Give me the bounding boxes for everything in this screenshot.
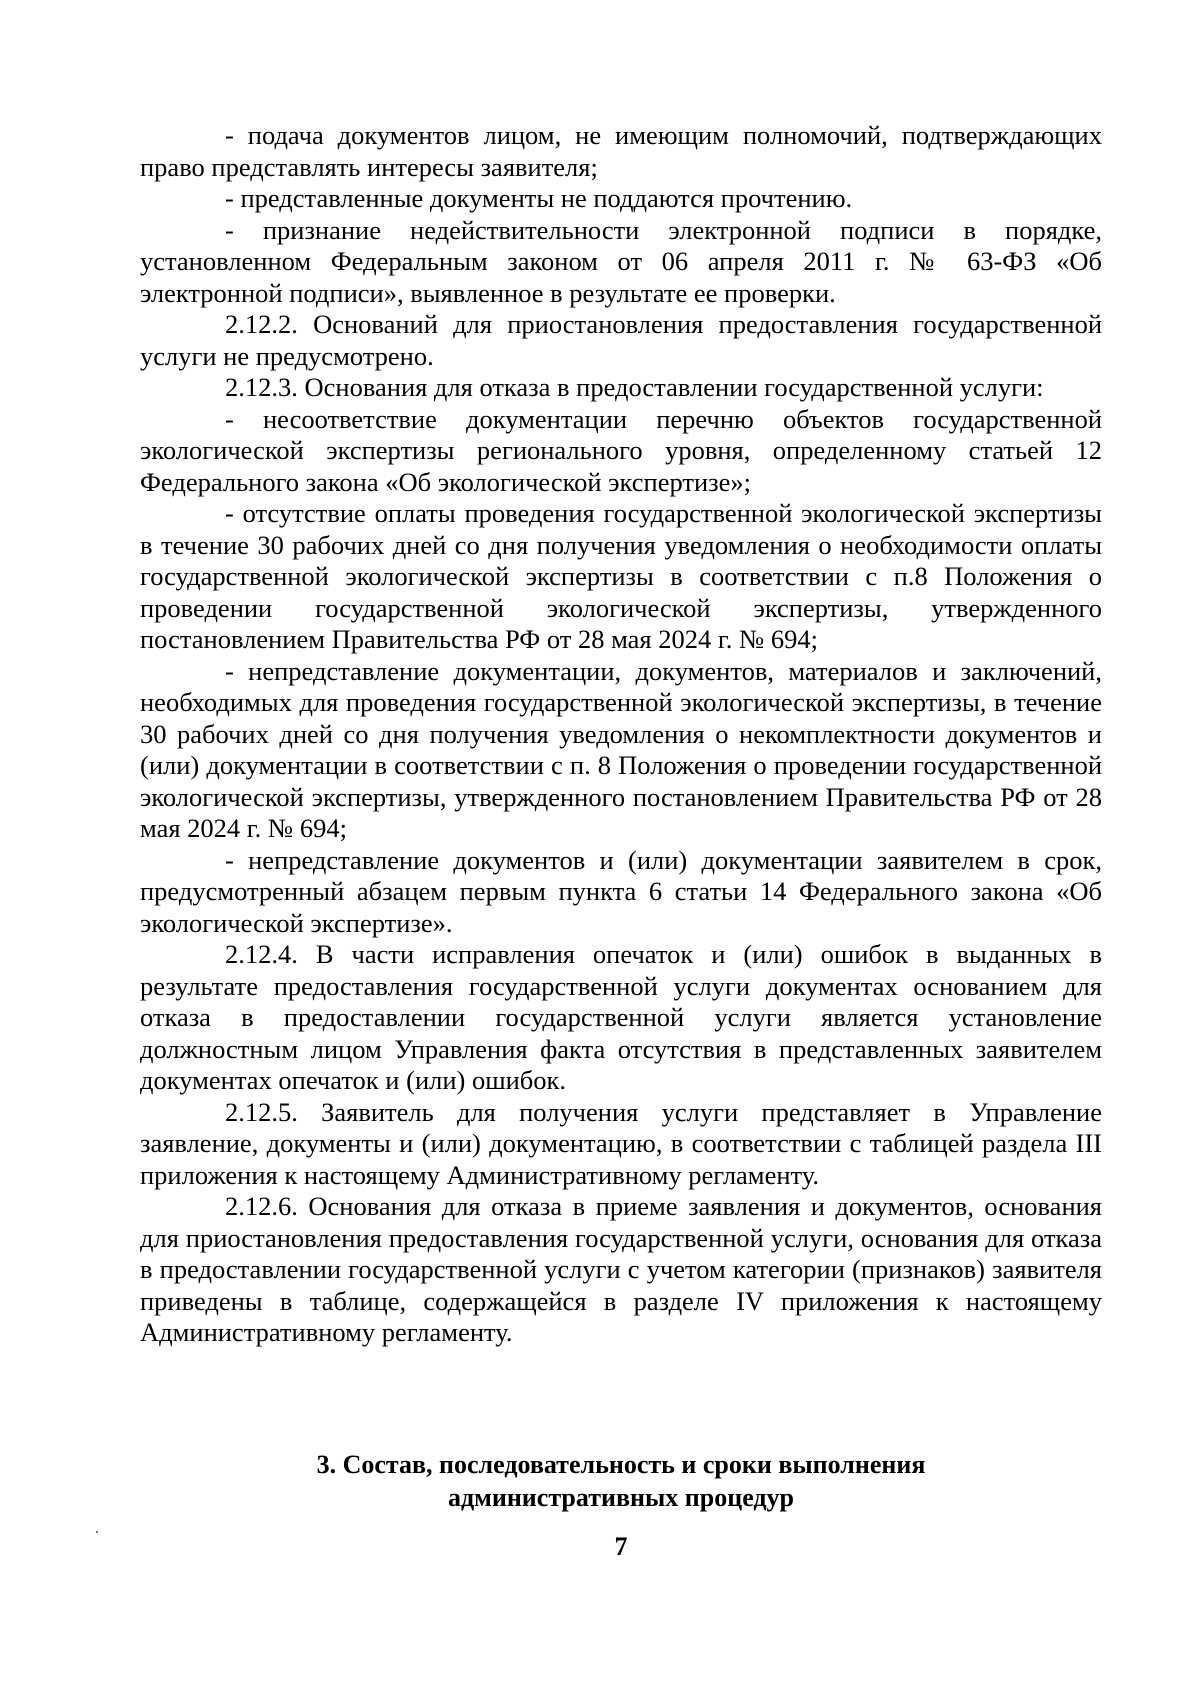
- section-heading-line-2: административных процедур: [447, 1483, 795, 1512]
- paragraph-documentation-mismatch: - несоответствие документации перечню объектов государственной экологической экспертизы регионального уровня, определенному статьей 12 Федерального закона «Об экологической экспертизе»;: [140, 403, 1102, 497]
- section-heading-line-1: 3. Состав, последовательность и сроки выполнения: [316, 1450, 926, 1479]
- paragraph-2-12-6: 2.12.6. Основания для отказа в приеме заявления и документов, основания для приостановления предоставления государственной услуги, основания для отказа в предоставлении государственной услуги с учетом категории (признаков) заявителя приведены в таблице, содержащейся в разделе IV приложения к настоящему Административному регламенту.: [140, 1191, 1102, 1347]
- section-heading: [140, 1448, 1102, 1514]
- paragraph-2-12-2: 2.12.2. Оснований для приостановления предоставления государственной услуги не предусмотрено.: [140, 309, 1102, 371]
- page-number: 7: [614, 1532, 628, 1561]
- paragraph-unauthorized-submission: - подача документов лицом, не имеющим полномочий, подтверждающих право представлять интересы заявителя;: [140, 120, 1102, 182]
- paragraph-missing-documentation: - непредставление документации, документов, материалов и заключений, необходимых для проведения государственной экологической экспертизы, в течение 30 рабочих дней со дня получения уведомления о некомплектности документов и (или) документации в соответствии с п. 8 Положения о проведении государственной экологической экспертизы, утвержденного постановлением Правительства РФ от 28 мая 2024 г. № 694;: [140, 655, 1102, 843]
- paragraph-no-payment: - отсутствие оплаты проведения государственной экологической экспертизы в течение 30 рабочих дней со дня получения уведомления о необходимости оплаты государственной экологической экспертизы в соответствии с п.8 Положения о проведении государственной экологической экспертизы, утвержденного постановлением Правительства РФ от 28 мая 2024 г. № 694;: [140, 498, 1102, 654]
- paragraph-2-12-3: 2.12.3. Основания для отказа в предоставлении государственной услуги:: [225, 372, 1044, 402]
- paragraph-unreadable-documents: - представленные документы не поддаются прочтению.: [225, 183, 853, 213]
- document-body: [140, 120, 1102, 1349]
- paragraph-invalid-signature: - признание недействительности электронной подписи в порядке, установленном Федеральным законом от 06 апреля 2011 г. № 63-ФЗ «Об электронной подписи», выявленное в результате ее проверки.: [140, 214, 1102, 308]
- paragraph-2-12-5: 2.12.5. Заявитель для получения услуги представляет в Управление заявление, документы и (или) документацию, в соответствии с таблицей раздела III приложения к настоящему Административному регламенту.: [140, 1096, 1102, 1190]
- paragraph-late-submission: - непредставление документов и (или) документации заявителем в срок, предусмотренный абзацем первым пункта 6 статьи 14 Федерального закона «Об экологической экспертизе».: [140, 844, 1102, 938]
- paragraph-2-12-4: 2.12.4. В части исправления опечаток и (или) ошибок в выданных в результате предоставления государственной услуги документах основанием для отказа в предоставлении государственной услуги является установление должностным лицом Управления факта отсутствия в представленных заявителем документах опечаток и (или) ошибок.: [140, 939, 1102, 1095]
